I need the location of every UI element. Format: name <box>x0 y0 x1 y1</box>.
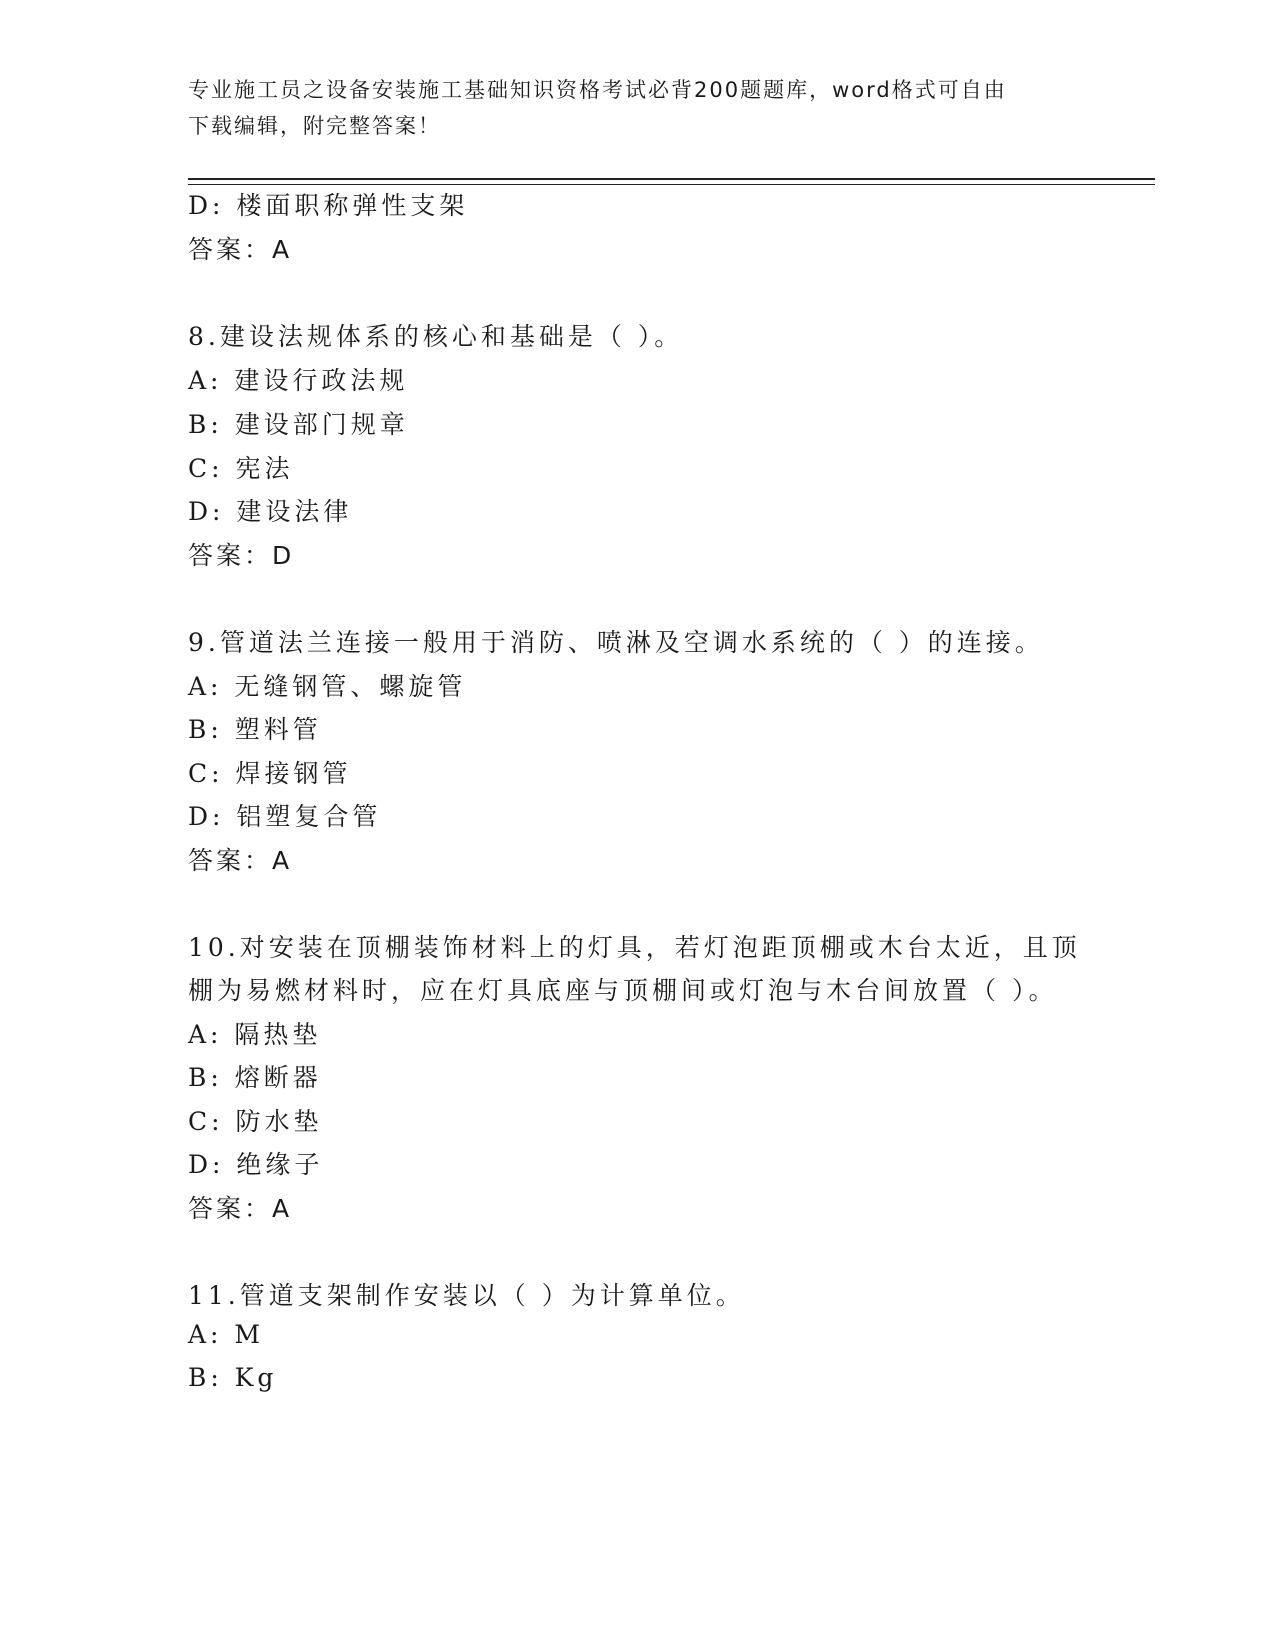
option-a: A: M <box>188 1320 265 1349</box>
question-stem: 8.建设法规体系的核心和基础是（ ）。 <box>188 322 684 351</box>
question-stem-cont: 棚为易燃材料时，应在灯具底座与顶棚间或灯泡与木台间放置（ ）。 <box>188 976 1058 1005</box>
option-a: A: 无缝钢管、螺旋管 <box>188 672 467 701</box>
question-stem: 9.管道法兰连接一般用于消防、喷淋及空调水系统的（ ）的连接。 <box>188 628 1044 657</box>
option-d: D: 建设法律 <box>188 497 353 526</box>
option-b: B: 塑料管 <box>188 715 322 744</box>
option-b: B: 熔断器 <box>188 1063 322 1092</box>
option-c: C: 焊接钢管 <box>188 759 352 788</box>
option-b: B: Kg <box>188 1363 278 1392</box>
option-b: B: 建设部门规章 <box>188 410 409 439</box>
answer-line: 答案：D <box>188 541 295 570</box>
option-c: C: 宪法 <box>188 454 294 483</box>
answer-line: 答案：A <box>188 235 293 264</box>
question-stem: 10.对安装在顶棚装饰材料上的灯具，若灯泡距顶棚或木台太近，且顶 <box>188 933 1081 962</box>
answer-line: 答案：A <box>188 846 293 875</box>
option-d: D: 铝塑复合管 <box>188 802 382 831</box>
header-rule <box>188 178 1155 180</box>
option-d: D: 楼面职称弹性支架 <box>188 191 469 220</box>
option-a: A: 建设行政法规 <box>188 366 409 395</box>
header-line-1: 专业施工员之设备安装施工基础知识资格考试必背200题题库，word格式可自由 <box>188 78 1007 102</box>
option-a: A: 隔热垫 <box>188 1020 322 1049</box>
answer-line: 答案：A <box>188 1194 293 1223</box>
option-c: C: 防水垫 <box>188 1107 323 1136</box>
option-d: D: 绝缘子 <box>188 1150 324 1179</box>
header-line-2: 下载编辑，附完整答案！ <box>188 114 441 138</box>
question-stem: 11.管道支架制作安装以（ ）为计算单位。 <box>188 1281 745 1310</box>
document-header <box>188 72 1088 144</box>
header-rule-thin <box>188 184 1155 185</box>
